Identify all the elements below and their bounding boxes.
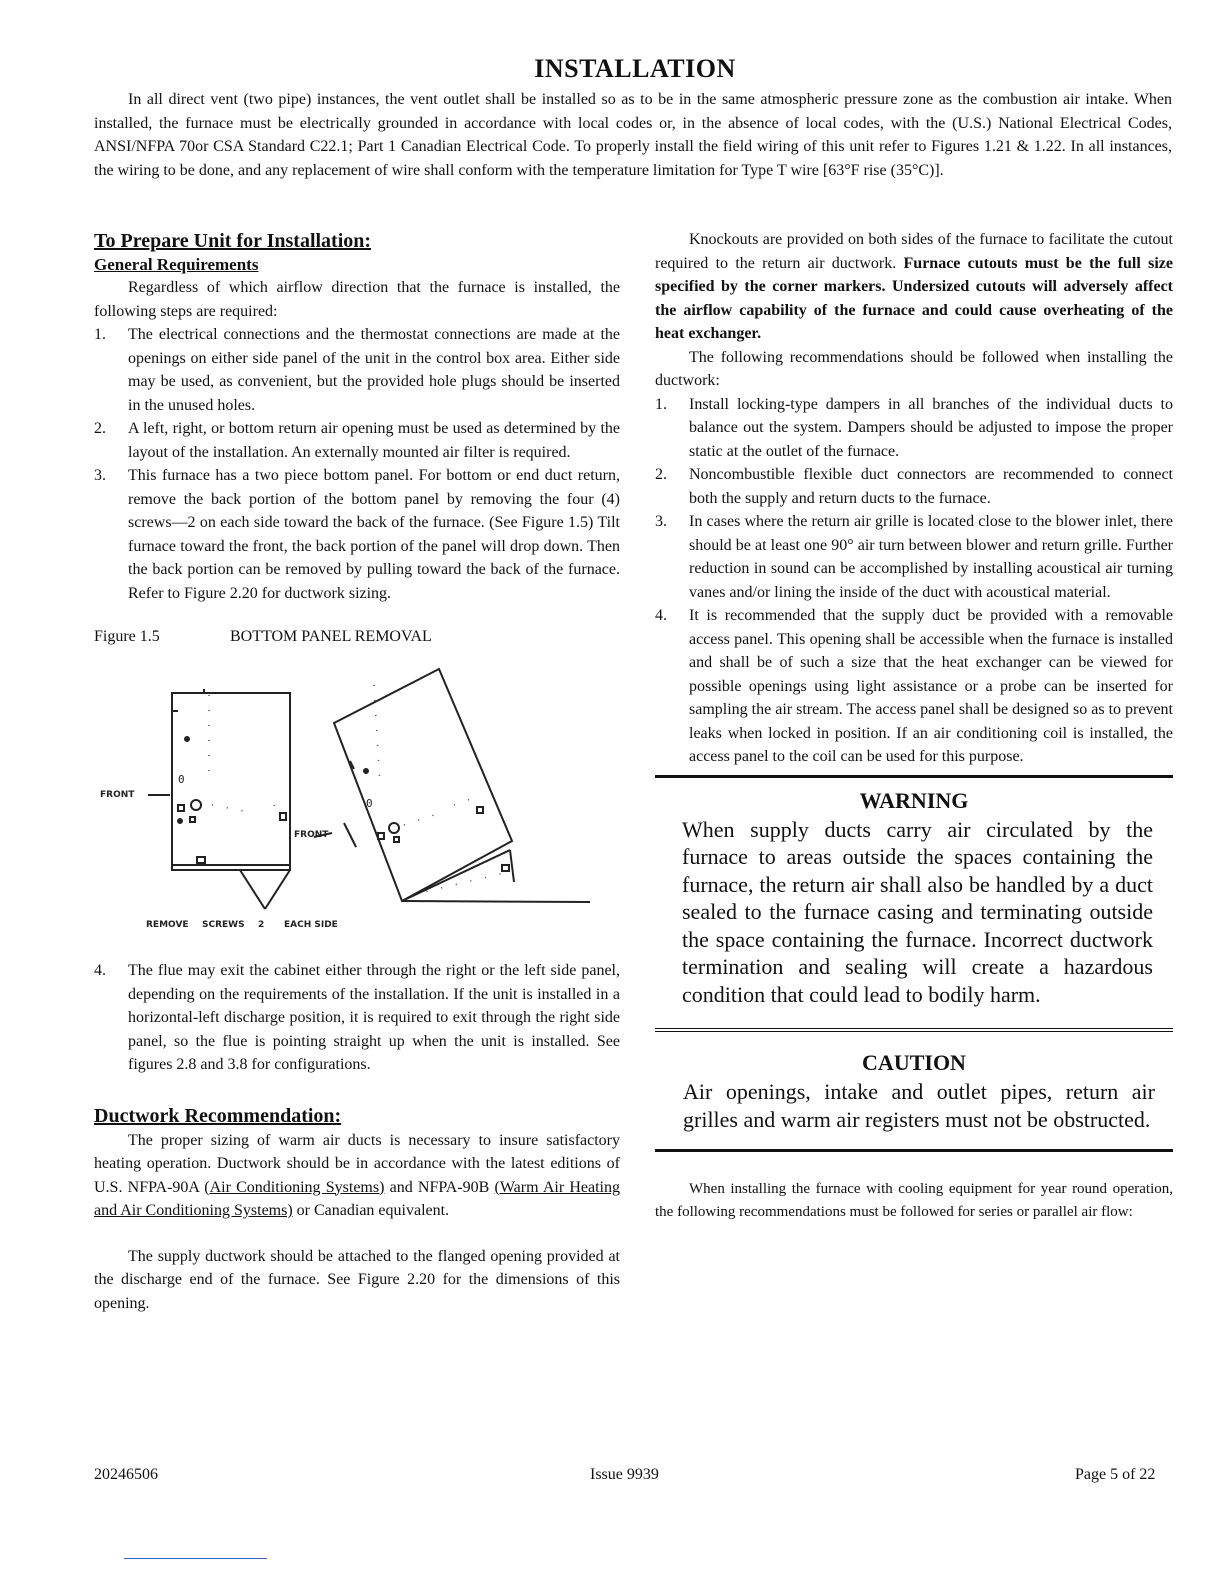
front-label-left: FRONT — [100, 790, 135, 800]
list-item — [655, 463, 1173, 510]
list-text: Install locking-type dampers in all branches of the individual ducts to balance out the system. Dampers should be adjusted to impose the proper static at the outlet of the furnace. — [689, 395, 1173, 460]
list-text: A left, right, or bottom return air opening must be used as determined by the layout of the installation. An externally mounted air filter is required. — [128, 420, 620, 461]
list-number: 4. — [655, 607, 667, 624]
recommendations-intro: The following recommendations should be followed when installing the ductwork: — [655, 348, 1173, 389]
list-text: It is recommended that the supply duct be provided with a removable access panel. This opening shall be accessible when the furnace is installed and shall be of such a size that the heat exchanger can be viewed for possible openings using light assistance or a probe can be inserted for sampling the air stream. The access panel shall be designed so as to prevent leaks when locked in position. If an air conditioning coil is installed, the access panel to the coil can be used for this purpose. — [689, 607, 1173, 765]
list-number: 4. — [94, 962, 106, 979]
page-title: INSTALLATION — [534, 54, 736, 83]
figure-title: BOTTOM PANEL REMOVAL — [230, 628, 432, 645]
upright-cabinet-drawing — [172, 689, 290, 870]
cooling-equipment-paragraph: When installing the furnace with cooling equipment for year round operation, the following recommendations must be followed for series or parallel air flow: — [655, 1181, 1173, 1220]
list-number: 2. — [94, 420, 106, 437]
ductwork-text-b: and NFPA-90B — [384, 1178, 495, 1196]
list-number: 3. — [94, 467, 106, 484]
list-item — [655, 604, 1173, 769]
ductwork-text-c: or Canadian equivalent. — [292, 1202, 450, 1219]
document-number: 20246506 — [94, 1466, 158, 1483]
list-text: The electrical connections and the thermostat connections are made at the openings on either side panel of the unit in the control box area. Either side may be used, as convenient, but the provided hole plugs should be inserted in the unused holes. — [128, 326, 620, 414]
screw-arrow — [240, 870, 290, 909]
knockouts-bold-text: Furnace cutouts must be the full size specified by the corner markers. Undersized cutouts will adversely affect the airflow capability of the furnace and could cause overheating of the heat exchanger. — [655, 254, 1173, 342]
ductwork-heading: Ductwork Recommendation: — [94, 1104, 342, 1127]
list-text: The flue may exit the cabinet either through the right or the left side panel, depending on the requirements of the installation. If the unit is installed in a horizontal-left discharge position, it is required to exit through the right side panel, so the flue is pointing straight up when the unit is installed. See figures 2.8 and 3.8 for configurations. — [128, 962, 620, 1073]
warning-title: WARNING — [859, 787, 969, 813]
list-number: 1. — [94, 326, 106, 343]
nfpa-90a-reference: (Air Conditioning Systems) — [204, 1178, 385, 1196]
svg-text:0: 0 — [178, 773, 185, 786]
caution-box — [655, 1028, 1173, 1152]
warning-box — [655, 775, 1173, 1009]
figure-caption — [94, 625, 620, 665]
list-item — [94, 417, 620, 464]
prepare-steps-list — [94, 323, 620, 605]
caution-text: Air openings, intake and outlet pipes, return air grilles and warm air registers must not be obstructed. — [683, 1079, 1155, 1132]
warning-text: When supply ducts carry air circulated by the furnace to areas outside the spaces containing the furnace, the return air shall also be handled by a duct sealed to the furnace casing and terminating outside the space containing the furnace. Incorrect ductwork termination and sealing will create a hazardous condition that could lead to bodily harm. — [682, 816, 1153, 1007]
page-number: Page 5 of 22 — [1075, 1466, 1156, 1483]
front-label-right: FRONT — [294, 830, 329, 840]
knockouts-text: Knockouts are provided on both sides of the furnace to facilitate the cutout required to the return air ductwork. — [655, 231, 1173, 272]
list-item — [655, 510, 1173, 604]
list-text: Noncombustible flexible duct connectors are recommended to connect both the supply and return ducts to the furnace. — [689, 466, 1173, 507]
ductwork-paragraph-1 — [94, 1129, 620, 1223]
list-item — [94, 464, 620, 605]
list-item — [94, 323, 620, 417]
bottom-panel-removal-figure — [94, 665, 620, 933]
screw-count-label: 2 — [258, 920, 265, 930]
figure-number: Figure 1.5 — [94, 628, 160, 645]
list-number: 1. — [655, 395, 667, 413]
issue-number: Issue 9939 — [590, 1466, 659, 1483]
intro-paragraph: In all direct vent (two pipe) instances, the vent outlet shall be installed so as to be in the same atmospheric pressure zone as the combustion air intake. When installed, the furnace must be electrically grounded in accordance with local codes or, in the absence of local codes, with the (U.S.) National Electrical Codes, ANSI/NFPA 70or CSA Standard C22.1; Part 1 Canadian Electrical Code. To properly install the field wiring of this unit refer to Figures 1.21 & 1.22. In all instances, the wiring to be done, and any replacement of wire shall conform with the temperature limitation for Type T wire [63°F rise (35°C)]. — [94, 91, 1172, 179]
page-edge-line — [124, 1558, 267, 1559]
nfpa-90b-reference: (Warm Air Heating and Air Conditioning Systems) — [94, 1178, 621, 1219]
recommendations-list — [655, 393, 1173, 769]
list-text: In cases where the return air grille is located close to the blower inlet, there should be at least one 90° air turn between blower and return grille. Further reduction in sound can be accomplished by installing acoustical air turning vanes and/or lining the inside of the duct with acoustical material. — [689, 513, 1173, 601]
left-column — [94, 228, 620, 1315]
screws-label: SCREWS — [202, 920, 245, 930]
list-item — [655, 393, 1173, 464]
ductwork-text-a: The proper sizing of warm air ducts is necessary to insure satisfactory heating operation. Ductwork should be in accordance with the latest editions of U.S. NFPA-90A — [94, 1131, 620, 1196]
list-item — [94, 959, 620, 1077]
remove-label: REMOVE — [146, 920, 189, 930]
svg-text:0: 0 — [366, 797, 373, 810]
knockouts-paragraph — [655, 228, 1173, 346]
ductwork-paragraph-2: The supply ductwork should be attached to the flanged opening provided at the discharge end of the furnace. See Figure 2.20 for the dimensions of this opening. — [94, 1247, 620, 1312]
caution-title: CAUTION — [862, 1050, 966, 1075]
list-number: 3. — [655, 513, 667, 530]
flue-step-list — [94, 959, 620, 1077]
list-number: 2. — [655, 466, 667, 483]
each-side-label: EACH SIDE — [284, 920, 338, 930]
tilted-cabinet-drawing — [314, 669, 590, 902]
general-requirements-intro: Regardless of which airflow direction that the furnace is installed, the following steps are required: — [94, 279, 620, 320]
general-requirements-heading: General Requirements — [94, 255, 259, 274]
list-text: This furnace has a two piece bottom panel. For bottom or end duct return, remove the back portion of the bottom panel by removing the four (4) screws—2 on each side toward the back of the furnace. (See Figure 1.5) Tilt furnace toward the front, the back portion of the panel will drop down. Then the back portion can be removed by pulling toward the back of the furnace. Refer to Figure 2.20 for ductwork sizing. — [128, 467, 620, 602]
prepare-unit-heading: To Prepare Unit for Installation: — [94, 230, 372, 252]
right-column — [655, 228, 1173, 1224]
